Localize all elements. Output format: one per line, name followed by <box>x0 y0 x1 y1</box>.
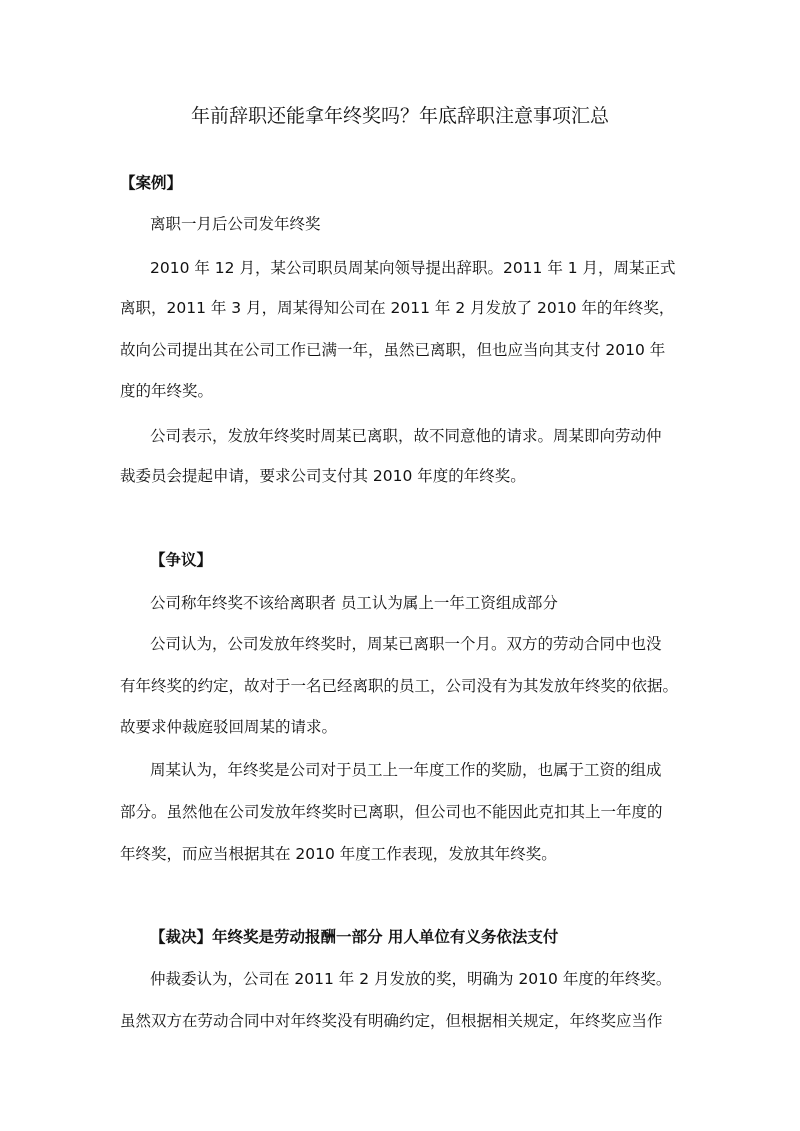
paragraph-line: 部分。虽然他在公司发放年终奖时已离职，但公司也不能因此克扣其上一年度的 <box>120 803 663 821</box>
paragraph-line: 公司称年终奖不该给离职者 员工认为属上一年工资组成部分 <box>150 594 558 612</box>
paragraph-line: 2010 年 12 月，某公司职员周某向领导提出辞职。2011 年 1 月，周某正式 <box>150 259 676 277</box>
paragraph-line: 有年终奖的约定，故对于一名已经离职的员工，公司没有为其发放年终奖的依据。 <box>120 677 679 695</box>
section-heading-case: 【案例】 <box>120 174 183 192</box>
paragraph-line: 离职，2011 年 3 月，周某得知公司在 2011 年 2 月发放了 2010 年的年终奖， <box>120 299 675 317</box>
document-title: 年前辞职还能拿年终奖吗？年底辞职注意事项汇总 <box>190 105 609 127</box>
section-heading-ruling: 【裁决】年终奖是劳动报酬一部分 用人单位有义务依法支付 <box>150 928 559 946</box>
paragraph-line: 年终奖，而应当根据其在 2010 年度工作表现，发放其年终奖。 <box>120 845 557 863</box>
paragraph-line: 公司表示，发放年终奖时周某已离职，故不同意他的请求。周某即向劳动仲 <box>150 427 662 445</box>
paragraph-line: 裁委员会提起申请，要求公司支付其 2010 年度的年终奖。 <box>120 467 526 485</box>
paragraph-line: 周某认为，年终奖是公司对于员工上一年度工作的奖励，也属于工资的组成 <box>150 761 662 779</box>
section-heading-dispute: 【争议】 <box>150 551 213 569</box>
paragraph-line: 公司认为，公司发放年终奖时，周某已离职一个月。双方的劳动合同中也没 <box>150 635 662 653</box>
paragraph-line: 仲裁委认为，公司在 2011 年 2 月发放的奖，明确为 2010 年度的年终奖。 <box>150 970 672 988</box>
paragraph-line: 度的年终奖。 <box>120 382 214 400</box>
paragraph-line: 离职一月后公司发年终奖 <box>150 215 321 233</box>
paragraph-line: 虽然双方在劳动合同中对年终奖没有明确约定，但根据相关规定，年终奖应当作 <box>120 1012 663 1030</box>
paragraph-line: 故要求仲裁庭驳回周某的请求。 <box>120 718 338 736</box>
paragraph-line: 故向公司提出其在公司工作已满一年，虽然已离职，但也应当向其支付 2010 年 <box>120 341 666 359</box>
